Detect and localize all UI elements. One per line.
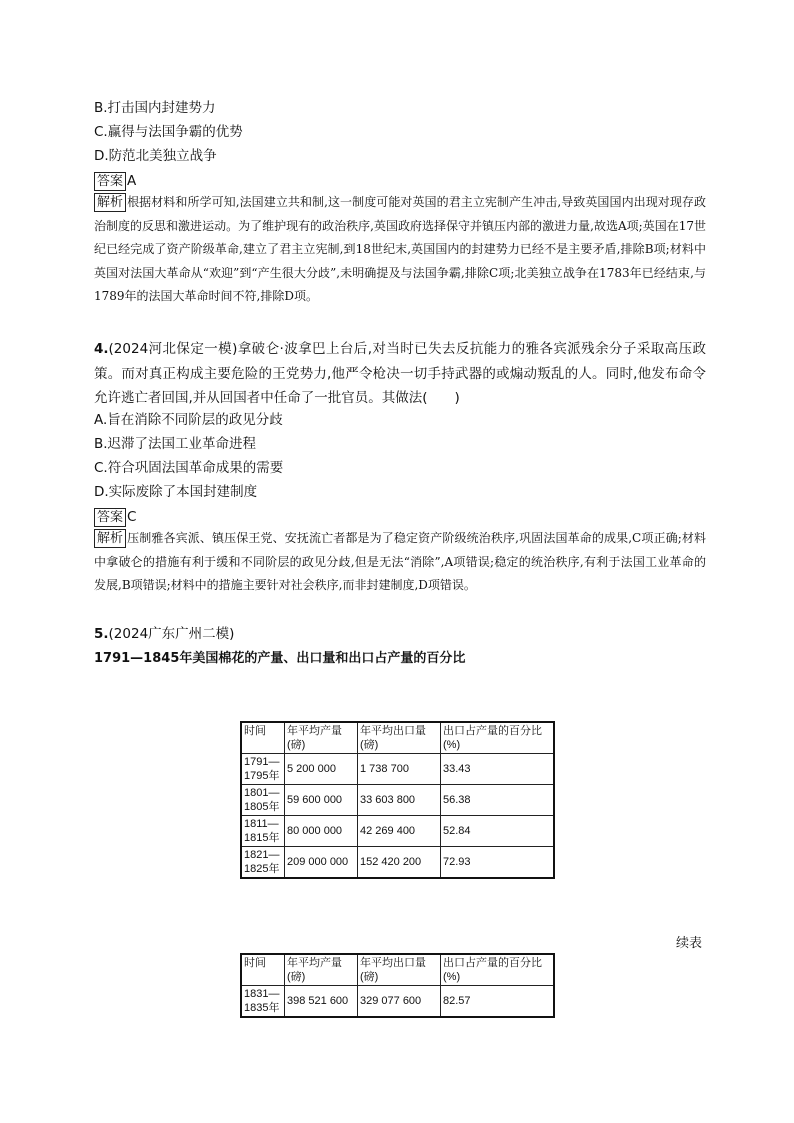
analysis-text: 根据材料和所学可知,法国建立共和制,这一制度可能对英国的君主立宪制产生冲击,导致英国国内出现对现存政治制度的反思和激进运动。为了维护现有的政治秩序,英国政府选择保守并镇压内部的激进力量,故选A项;英国在17世纪已经完成了资产阶级革命,建立了君主立宪制,到18世纪末,英国国内的封建势力已经不是主要矛盾,排除B项;材料中英国对法国大革命从“欢迎”到“产生很大分歧”,未明确提及与法国争霸,排除C项;北美独立战争在1783年已经结束,与1789年的法国大革命时间不符,排除D项。 bbox=[94, 195, 706, 303]
option-c: C.赢得与法国争霸的优势 bbox=[94, 124, 243, 140]
table-cell: 5 200 000 bbox=[285, 754, 358, 785]
header-cell: 出口占产量的百分比(%) bbox=[441, 722, 555, 754]
table-cell: 1 738 700 bbox=[358, 754, 441, 785]
option-b: B.打击国内封建势力 bbox=[94, 100, 216, 116]
analysis-block bbox=[94, 191, 706, 309]
table-row bbox=[241, 754, 554, 785]
question-5 bbox=[94, 624, 234, 644]
table-row bbox=[241, 816, 554, 847]
table-cell: 82.57 bbox=[441, 986, 555, 1018]
table-cell: 152 420 200 bbox=[358, 847, 441, 879]
table-header-row bbox=[241, 954, 554, 986]
table-cell: 1821—1825年 bbox=[241, 847, 285, 879]
header-cell: 年平均出口量(磅) bbox=[358, 722, 441, 754]
question-number: 5. bbox=[94, 626, 109, 642]
table-cell: 59 600 000 bbox=[285, 785, 358, 816]
header-cell: 时间 bbox=[241, 954, 285, 986]
option-a: A.旨在消除不同阶层的政见分歧 bbox=[94, 412, 283, 428]
table-cell: 329 077 600 bbox=[358, 986, 441, 1018]
table-cell: 33.43 bbox=[441, 754, 555, 785]
answer-value: C bbox=[127, 509, 137, 525]
continued-label: 续表 bbox=[675, 936, 702, 951]
table-cell: 398 521 600 bbox=[285, 986, 358, 1018]
answer-row bbox=[94, 507, 136, 527]
answer-tag: 答案 bbox=[94, 172, 126, 191]
question-number: 4. bbox=[94, 341, 109, 357]
question-source: (2024河北保定一模) bbox=[108, 341, 238, 357]
analysis-tag: 解析 bbox=[94, 529, 126, 548]
table-cell: 33 603 800 bbox=[358, 785, 441, 816]
answer-value: A bbox=[127, 173, 137, 189]
table-cell: 1791—1795年 bbox=[241, 754, 285, 785]
answer-row bbox=[94, 171, 136, 191]
analysis-block bbox=[94, 527, 706, 598]
question-source: (2024广东广州二模) bbox=[108, 626, 235, 642]
table-cell: 1811—1815年 bbox=[241, 816, 285, 847]
analysis-tag: 解析 bbox=[94, 193, 126, 212]
answer-tag: 答案 bbox=[94, 508, 126, 527]
table-row bbox=[241, 785, 554, 816]
analysis-text: 压制雅各宾派、镇压保王党、安抚流亡者都是为了稳定资产阶级统治秩序,巩固法国革命的成果,C项正确;材料中拿破仑的措施有利于缓和不同阶层的政见分歧,但是无法“消除”,A项错误;稳定的统治秩序,有利于法国工业革命的发展,B项错误;材料中的措施主要针对社会秩序,而非封建制度,D项错误。 bbox=[94, 531, 706, 592]
header-cell: 年平均产量(磅) bbox=[285, 722, 358, 754]
table-row bbox=[241, 986, 554, 1018]
cotton-table-continued bbox=[240, 953, 555, 1018]
question-4 bbox=[94, 337, 706, 411]
table-cell: 72.93 bbox=[441, 847, 555, 879]
table-cell: 1831—1835年 bbox=[241, 986, 285, 1018]
table-title: 1791—1845年美国棉花的产量、出口量和出口占产量的百分比 bbox=[94, 651, 466, 666]
table-cell: 56.38 bbox=[441, 785, 555, 816]
header-cell: 出口占产量的百分比(%) bbox=[441, 954, 555, 986]
header-cell: 年平均产量(磅) bbox=[285, 954, 358, 986]
table-cell: 1801—1805年 bbox=[241, 785, 285, 816]
option-b: B.迟滞了法国工业革命进程 bbox=[94, 436, 257, 452]
header-cell: 时间 bbox=[241, 722, 285, 754]
question-stem: 拿破仑·波拿巴上台后,对当时已失去反抗能力的雅各宾派残余分子采取高压政策。而对真正构成主要危险的王党势力,他严令枪决一切手持武器的或煽动叛乱的人。同时,他发布命令允许逃亡者回国,并从回国者中任命了一批官员。其做法( ) bbox=[94, 341, 706, 406]
header-cell: 年平均出口量(磅) bbox=[358, 954, 441, 986]
table-header-row bbox=[241, 722, 554, 754]
option-d: D.实际废除了本国封建制度 bbox=[94, 484, 258, 500]
cotton-table bbox=[240, 721, 555, 879]
table-cell: 42 269 400 bbox=[358, 816, 441, 847]
option-d: D.防范北美独立战争 bbox=[94, 148, 217, 164]
table-row bbox=[241, 847, 554, 879]
table-cell: 80 000 000 bbox=[285, 816, 358, 847]
option-c: C.符合巩固法国革命成果的需要 bbox=[94, 460, 284, 476]
table-cell: 209 000 000 bbox=[285, 847, 358, 879]
table-cell: 52.84 bbox=[441, 816, 555, 847]
